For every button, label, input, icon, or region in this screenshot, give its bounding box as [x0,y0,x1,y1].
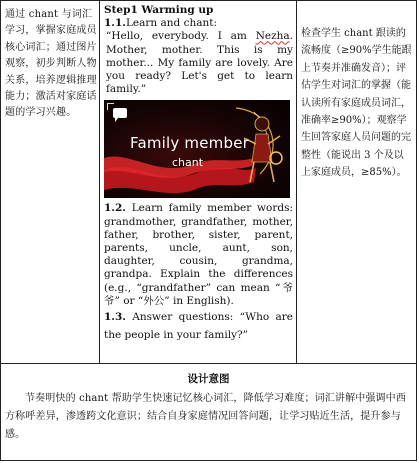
step-1-3-label: 1.3. [104,311,126,324]
chant-text-end: . Mother, mother. This is my mother... My family are lovely. Are you ready? Let's get to learn family.” [106,30,293,96]
family-member-chant-image [104,100,290,198]
step-1-2 [104,202,293,308]
step-1-1-title: Learn and chant: [125,17,218,30]
step-1-3 [104,308,293,344]
activity-cell [104,4,293,344]
assessment-cell: 检查学生 chant 跟读的流畅度（≥90%学生能跟上节奏并准确发音）；评估学生对词汇的掌握（能认读所有家庭成员词汇，准确率≥90%）；观察学生回答家庭人员问题的完整性（能说出 3 个及以上家庭成员，≥85%）。 [301,28,412,179]
step-heading: Step1 Warming up [104,4,214,16]
row-divider [0,363,417,364]
chant-text-start: “Hello, everybody. I am [106,30,256,43]
speech-bubble-icon [113,108,127,118]
column-divider-1 [99,0,100,364]
image-title-line-1: Family member [130,134,250,153]
step-1-2-text: Learn family member words: grandmother, grandfather, mother, father, brother, sister, parent, parents, uncle, aunt, son, daughter, cousin, grandma, grandpa. Explain the differences (e.g., “grandfather” can mean “爷爷” or “外公” in English). [104,202,293,307]
chant-text [104,30,293,96]
chant-name: Nezha [255,30,290,43]
objectives-cell: 通过 chant 与词汇学习，掌握家庭成员核心词汇；通过图片观察，初步判断人物关系，培养逻辑推理能力；激活对家庭话题的学习兴趣。 [5,9,97,119]
step-1-2-label: 1.2. [104,202,126,215]
column-divider-2 [296,0,297,364]
image-title-line-2: chant [172,156,204,170]
step-1-1-label: 1.1. [104,17,126,30]
design-intent-text: 节奏明快的 chant 帮助学生快速记忆核心词汇，降低学习难度；词汇讲解中强调中西方称呼差异，渗透跨文化意识；结合自身家庭情况回答问题，让学习贴近生活，提升参与感。 [5,393,406,440]
step-1-3-text: Answer questions: “Who are the people in your family?” [104,311,294,342]
step-1-1 [104,17,293,30]
design-intent-title: 设计意图 [187,373,230,385]
